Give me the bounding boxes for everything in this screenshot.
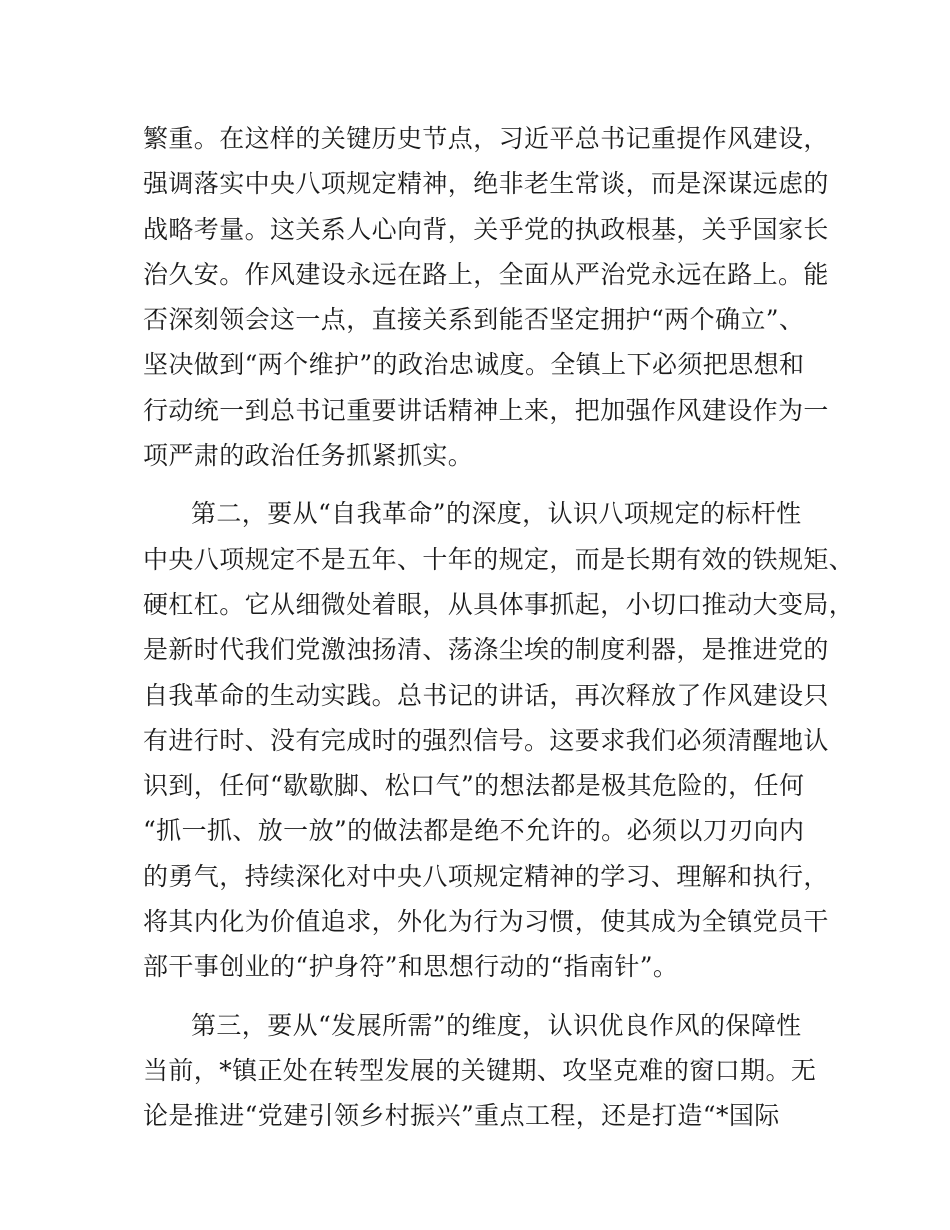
text-line: 项严肃的政治任务抓紧抓实。 <box>143 441 474 471</box>
text-line: 战略考量。这关系人心向背，关乎党的执政根基，关乎国家长 <box>143 214 829 244</box>
paragraph-heading-line: 第二，要从“自我革命”的深度，认识八项规定的标杆性 <box>191 499 802 529</box>
paragraph-spacer <box>143 478 823 491</box>
text-line: 将其内化为价值追求，外化为行为习惯，使其成为全镇党员干 <box>143 907 829 937</box>
text-line: 硬杠杠。它从细微处着眼，从具体事抓起，小切口推动大变局， <box>143 589 855 619</box>
text-line: 自我革命的生动实践。总书记的讲话，再次释放了作风建设只 <box>143 680 829 710</box>
text-line: 坚决做到“两个维护”的政治忠诚度。全镇上下必须把思想和 <box>143 350 805 380</box>
text-line: 中央八项规定不是五年、十年的规定，而是长期有效的铁规矩、 <box>143 544 855 574</box>
text-line: 识到，任何“歇歇脚、松口气”的想法都是极其危险的，任何 <box>143 771 805 801</box>
paragraph-spacer <box>143 990 823 1003</box>
paragraph-3 <box>143 1003 823 1139</box>
text-line: 论是推进“党建引领乡村振兴”重点工程，还是打造“*国际 <box>143 1101 780 1131</box>
text-line: 的勇气，持续深化对中央八项规定精神的学习、理解和执行， <box>143 861 829 891</box>
text-line: 繁重。在这样的关键历史节点，习近平总书记重提作风建设， <box>143 124 829 153</box>
text-line: 强调落实中央八项规定精神，绝非老生常谈，而是深谋远虑的 <box>143 169 829 199</box>
paragraph-heading-line: 第三，要从“发展所需”的维度，认识优良作风的保障性 <box>191 1010 802 1040</box>
text-line: 部干事创业的“护身符”和思想行动的“指南针”。 <box>143 952 679 982</box>
text-line: 当前，*镇正处在转型发展的关键期、攻坚克难的窗口期。无 <box>143 1055 817 1085</box>
text-line: 有进行时、没有完成时的强烈信号。这要求我们必须清醒地认 <box>143 725 829 755</box>
text-line: “抓一抓、放一放”的做法都是绝不允许的。必须以刀刃向内 <box>143 816 805 846</box>
paragraph-1 <box>143 116 829 478</box>
text-line: 治久安。作风建设永远在路上，全面从严治党永远在路上。能 <box>143 259 829 289</box>
text-line: 否深刻领会这一点，直接关系到能否坚定拥护“两个确立”、 <box>143 305 805 335</box>
document-body <box>143 116 855 1139</box>
text-line: 是新时代我们党激浊扬清、荡涤尘埃的制度利器，是推进党的 <box>143 635 829 665</box>
text-line: 行动统一到总书记重要讲话精神上来，把加强作风建设作为一 <box>143 395 829 425</box>
paragraph-2 <box>143 491 855 989</box>
